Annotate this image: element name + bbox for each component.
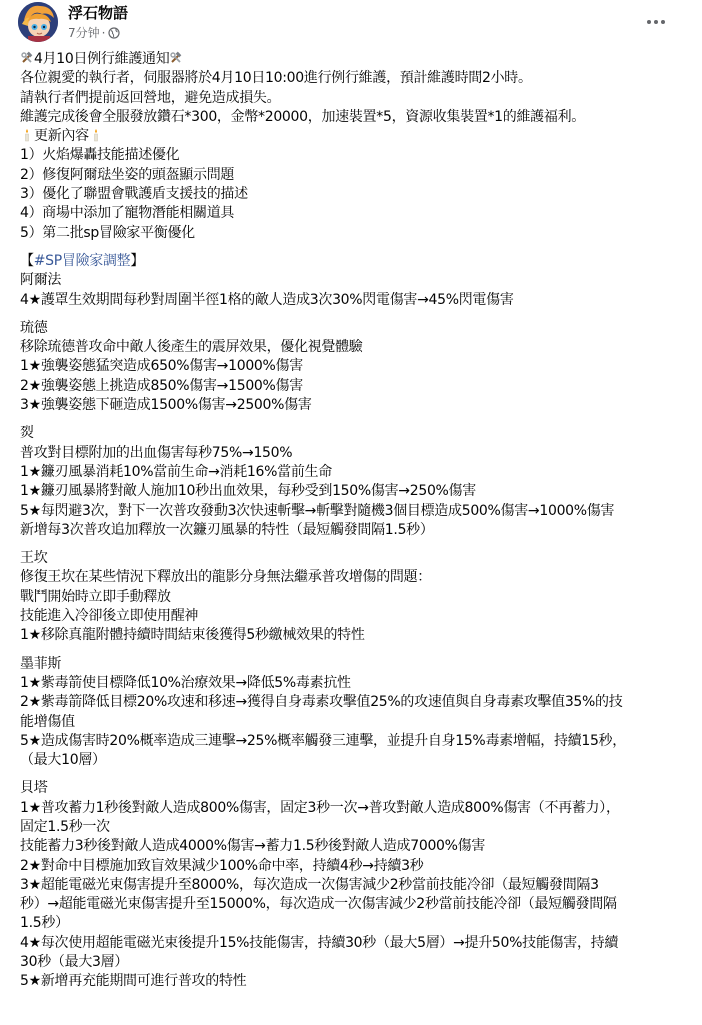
notice-title: 4月10日例行維護通知 [34, 51, 170, 67]
change-line: 技能蓄力3秒後對敵人造成4000%傷害→蓄力1.5秒後對敵人造成7000%傷害 [20, 838, 486, 855]
change-line: 5★新增再充能期間可進行普攻的特性 [20, 973, 247, 990]
change-line: 1.5秒） [20, 915, 69, 932]
post-body [20, 50, 690, 992]
change-line: 1★普攻蓄力1秒後對敵人造成800%傷害，固定3秒一次→普攻對敵人造成800%傷害（不再蓄力）， [20, 799, 620, 816]
change-line: 1★紫毒箭使目標降低10%治療效果→降低5%毒素抗性 [20, 674, 351, 691]
change-line: 1★移除真龍附體持續時間結束後獲得5秒繳械效果的特性 [20, 627, 365, 644]
change-line: 修復王坎在某些情況下釋放出的龍影分身無法繼承普攻增傷的問題： [20, 569, 431, 586]
change-line: 5★每閃避3次，對下一次普攻發動3次快速斬擊→斬擊對隨機3個目標造成500%傷害→1000%傷害 [20, 502, 615, 519]
more-options-button[interactable] [638, 4, 674, 40]
meta-separator: · [101, 25, 106, 40]
character-name: 墨菲斯 [20, 655, 62, 672]
character-name: 貝塔 [20, 780, 48, 797]
change-line: 2★對命中目標施加致盲效果減少100%命中率，持續4秒→持續3秒 [20, 857, 424, 874]
notice-title-line [20, 50, 690, 69]
hashtag-line [20, 252, 690, 271]
update-heading-line [20, 127, 690, 146]
change-line: 3★強襲姿態下砸造成1500%傷害→2500%傷害 [20, 397, 312, 414]
intro-line: 請執行者們提前返回營地，避免造成損失。 [20, 89, 281, 106]
change-line: 2★強襲姿態上挑造成850%傷害→1500%傷害 [20, 377, 303, 394]
update-item: 1）火焰爆轟技能描述優化 [20, 147, 180, 164]
hammer-and-wrench-icon [20, 51, 34, 65]
character-name: 烮 [20, 425, 34, 442]
change-line: 1★強襲姿態猛突造成650%傷害→1000%傷害 [20, 358, 303, 375]
character-name: 阿爾法 [20, 272, 62, 289]
more-horizontal-icon [646, 19, 666, 25]
update-item: 3）優化了聯盟會戰護盾支援技的描述 [20, 186, 248, 203]
hashtag-link[interactable]: #SP冒險家調整 [33, 252, 131, 269]
change-line: 5★造成傷害時20%概率造成三連擊→25%概率觸發三連擊，並提升自身15%毒素增幅，持續15秒， [20, 732, 626, 749]
update-item: 2）修復阿爾琺坐姿的頭盔顯示問題 [20, 166, 235, 183]
post-timestamp[interactable]: 7分钟 [68, 26, 100, 40]
intro-line: 各位親愛的執行者，伺服器將於4月10日10:00進行例行維護，預計維護時間2小時。 [20, 70, 532, 87]
update-item: 4）商場中添加了寵物潛能相關道具 [20, 205, 235, 222]
page-avatar[interactable] [18, 2, 58, 42]
change-line: 3★超能電磁光束傷害提升至8000%，每次造成一次傷害減少2秒當前技能冷卻（最短觸發間隔3 [20, 876, 599, 893]
change-line: 4★護罩生效期間每秒對周圍半徑1格的敵人造成3次30%閃電傷害→45%閃電傷害 [20, 291, 514, 308]
change-line: 秒）→超能電磁光束傷害提升至15000%，每次造成一次傷害減少2秒當前技能冷卻（最短觸發間隔 [20, 896, 617, 913]
character-section [20, 779, 690, 991]
character-section [20, 655, 690, 780]
change-line: 2★紫毒箭降低目標20%攻速和移速→獲得自身毒素攻擊值25%的攻速值與自身毒素攻擊值35%的技 [20, 694, 623, 711]
post-header [18, 0, 688, 44]
update-heading: 更新內容 [34, 128, 89, 145]
character-section [20, 319, 690, 424]
character-name: 琉德 [20, 319, 48, 336]
candle-icon [20, 128, 34, 142]
update-item: 5）第二批sp冒險家平衡優化 [20, 224, 195, 241]
character-name: 王坎 [20, 550, 48, 567]
bracket-open: 【 [20, 252, 34, 269]
change-line: 能增傷值 [20, 713, 75, 730]
character-section [20, 271, 690, 319]
page-name[interactable]: 浮石物語 [68, 4, 129, 22]
change-line: （最大10層） [20, 752, 106, 769]
character-section [20, 424, 690, 549]
bracket-close: 】 [130, 252, 145, 269]
candle-icon [89, 128, 103, 142]
change-line: 1★鐮刃風暴將對敵人施加10秒出血效果，每秒受到150%傷害→250%傷害 [20, 483, 476, 500]
change-line: 新增每3次普攻追加釋放一次鐮刃風暴的特性（最短觸發間隔1.5秒） [20, 521, 434, 538]
change-line: 戰鬥開始時立即手動釋放 [20, 588, 171, 605]
intro-line: 維護完成後會全服發放鑽石*300，金幣*20000，加速裝置*5，資源收集裝置*1的維護福利。 [20, 108, 585, 125]
change-line: 移除琉德普攻命中敵人後產生的震屏效果，優化視覺體驗 [20, 339, 363, 356]
hammer-and-wrench-icon [169, 51, 183, 65]
change-line: 技能進入冷卻後立即使用醒神 [20, 608, 199, 625]
change-line: 普攻對目標附加的出血傷害每秒75%→150% [20, 444, 293, 461]
globe-icon[interactable] [108, 27, 120, 39]
character-sections [20, 271, 690, 991]
change-line: 固定1.5秒一次 [20, 818, 110, 835]
change-line: 4★每次使用超能電磁光束後提升15%技能傷害，持續30秒（最大5層）→提升50%技能傷害，持續 [20, 934, 619, 951]
character-section [20, 549, 690, 654]
post-meta [68, 24, 120, 41]
change-line: 1★鐮刃風暴消耗10%當前生命→消耗16%當前生命 [20, 463, 332, 480]
change-line: 30秒（最大3層） [20, 954, 129, 971]
